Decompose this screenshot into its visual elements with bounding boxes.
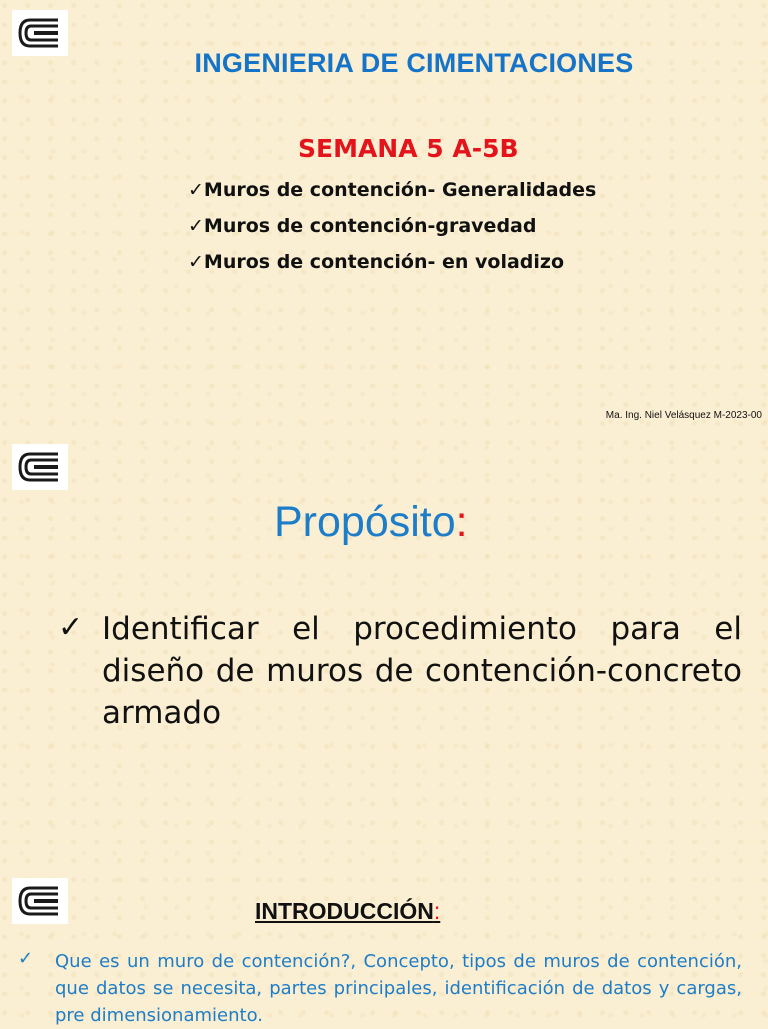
week-label: SEMANA 5 A-5B (298, 134, 519, 163)
purpose-item (58, 608, 742, 734)
topic-item: ✓Muros de contención-gravedad (188, 215, 537, 237)
introduction-heading (255, 898, 440, 925)
topic-item: ✓Muros de contención- Generalidades (188, 179, 597, 201)
purpose-text: Identificar el procedimiento para el diseño de muros de contención-concreto armado (102, 611, 742, 731)
purpose-heading-text: Propósito (274, 498, 456, 546)
course-title: INGENIERIA DE CIMENTACIONES (194, 48, 634, 78)
purpose-heading (274, 498, 468, 547)
purpose-heading-colon: : (455, 498, 468, 546)
slide-purpose (0, 432, 768, 850)
checkmark-icon: ✓ (58, 610, 84, 645)
university-logo-icon (12, 878, 68, 924)
introduction-text: Que es un muro de contención?, Concepto, tipos de muros de contención, que datos se necesita, partes principales, identificación de datos y cargas, pre dimensionamiento. (55, 951, 742, 1026)
university-logo-icon (12, 444, 68, 490)
slide-cover (0, 0, 768, 428)
introduction-heading-text: INTRODUCCIÓN (255, 898, 434, 924)
introduction-heading-colon: : (433, 898, 441, 924)
topic-list (188, 176, 596, 284)
slide-introduction (0, 868, 768, 1024)
introduction-item (18, 948, 742, 1029)
author-credit: Ma. Ing. Niel Velásquez M-2023-00 (605, 410, 762, 421)
topic-item: ✓Muros de contención- en voladizo (188, 251, 565, 273)
checkmark-icon: ✓ (18, 948, 34, 969)
